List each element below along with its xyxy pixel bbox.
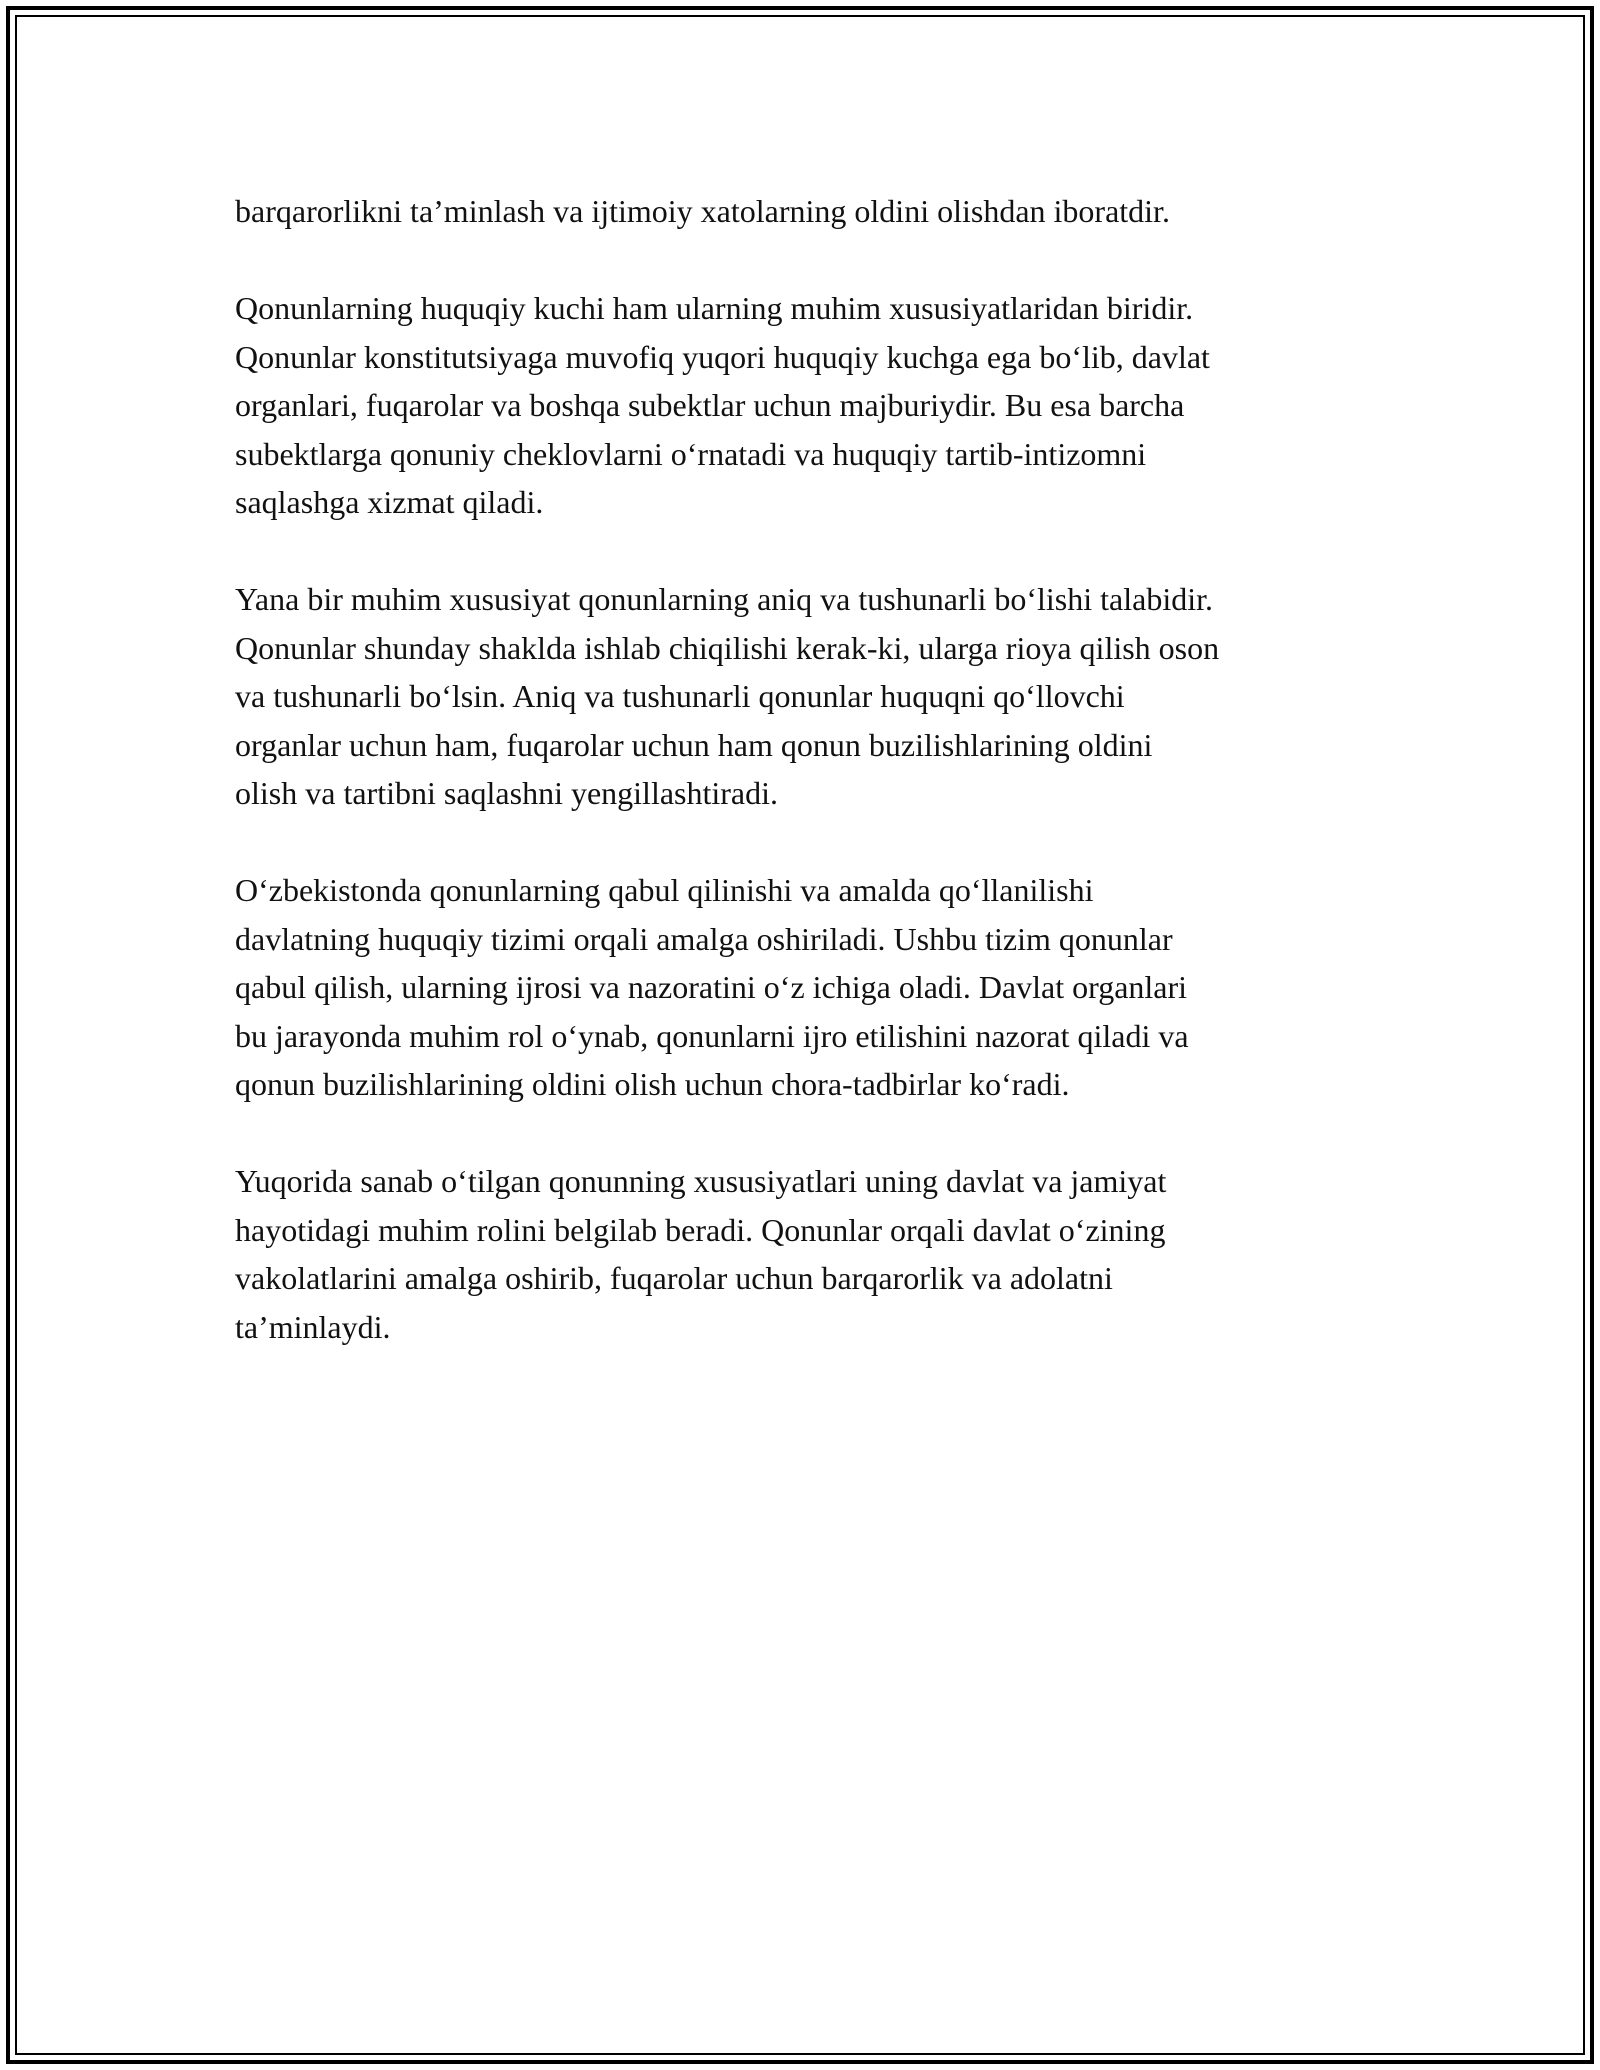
text-line: saqlashga xizmat qiladi.: [235, 484, 544, 520]
text-line: Yana bir muhim xususiyat qonunlarning aniq va tushunarli boʻlishi talabidir.: [235, 581, 1213, 617]
document-body: [235, 187, 1395, 1400]
paragraph: [235, 866, 1395, 1109]
text-line: qabul qilish, ularning ijrosi va nazoratini oʻz ichiga oladi. Davlat organlari: [235, 969, 1188, 1005]
text-line: Qonunlar konstitutsiyaga muvofiq yuqori huquqiy kuchga ega boʻlib, davlat: [235, 338, 1210, 375]
text-line: davlatning huquqiy tizimi orqali amalga oshiriladi. Ushbu tizim qonunlar: [235, 920, 1173, 957]
text-line: Oʻzbekistonda qonunlarning qabul qilinishi va amalda qoʻllanilishi: [235, 872, 1094, 908]
text-line: olish va tartibni saqlashni yengillashtiradi.: [235, 775, 779, 811]
text-line: qonun buzilishlarining oldini olish uchun chora-tadbirlar koʻradi.: [235, 1066, 1070, 1102]
text-line: Yuqorida sanab oʻtilgan qonunning xususiyatlari uning davlat va jamiyat: [235, 1163, 1167, 1199]
text-line: subektlarga qonuniy cheklovlarni oʻrnatadi va huquqiy tartib-intizomni: [235, 435, 1147, 472]
paragraph: [235, 187, 1395, 236]
text-line: organlar uchun ham, fuqarolar uchun ham qonun buzilishlarining oldini: [235, 726, 1153, 763]
text-line: hayotidagi muhim rolini belgilab beradi. Qonunlar orqali davlat oʻzining: [235, 1211, 1166, 1248]
text-line: bu jarayonda muhim rol oʻynab, qonunlarni ijro etilishini nazorat qiladi va: [235, 1017, 1189, 1054]
text-line: barqarorlikni ta’minlash va ijtimoiy xatolarning oldini olishdan iboratdir.: [235, 193, 1170, 229]
text-line: organlari, fuqarolar va boshqa subektlar uchun majburiydir. Bu esa barcha: [235, 387, 1185, 423]
paragraph: [235, 575, 1395, 818]
text-line: ta’minlaydi.: [235, 1308, 391, 1345]
text-line: Qonunlar shunday shaklda ishlab chiqilishi kerak-ki, ularga rioya qilish oson: [235, 629, 1220, 666]
paragraph: [235, 284, 1395, 527]
paragraph: [235, 1157, 1395, 1351]
text-line: Qonunlarning huquqiy kuchi ham ularning muhim xususiyatlaridan biridir.: [235, 290, 1194, 326]
text-line: vakolatlarini amalga oshirib, fuqarolar uchun barqarorlik va adolatni: [235, 1260, 1113, 1296]
text-line: va tushunarli boʻlsin. Aniq va tushunarli qonunlar huquqni qoʻllovchi: [235, 678, 1125, 714]
